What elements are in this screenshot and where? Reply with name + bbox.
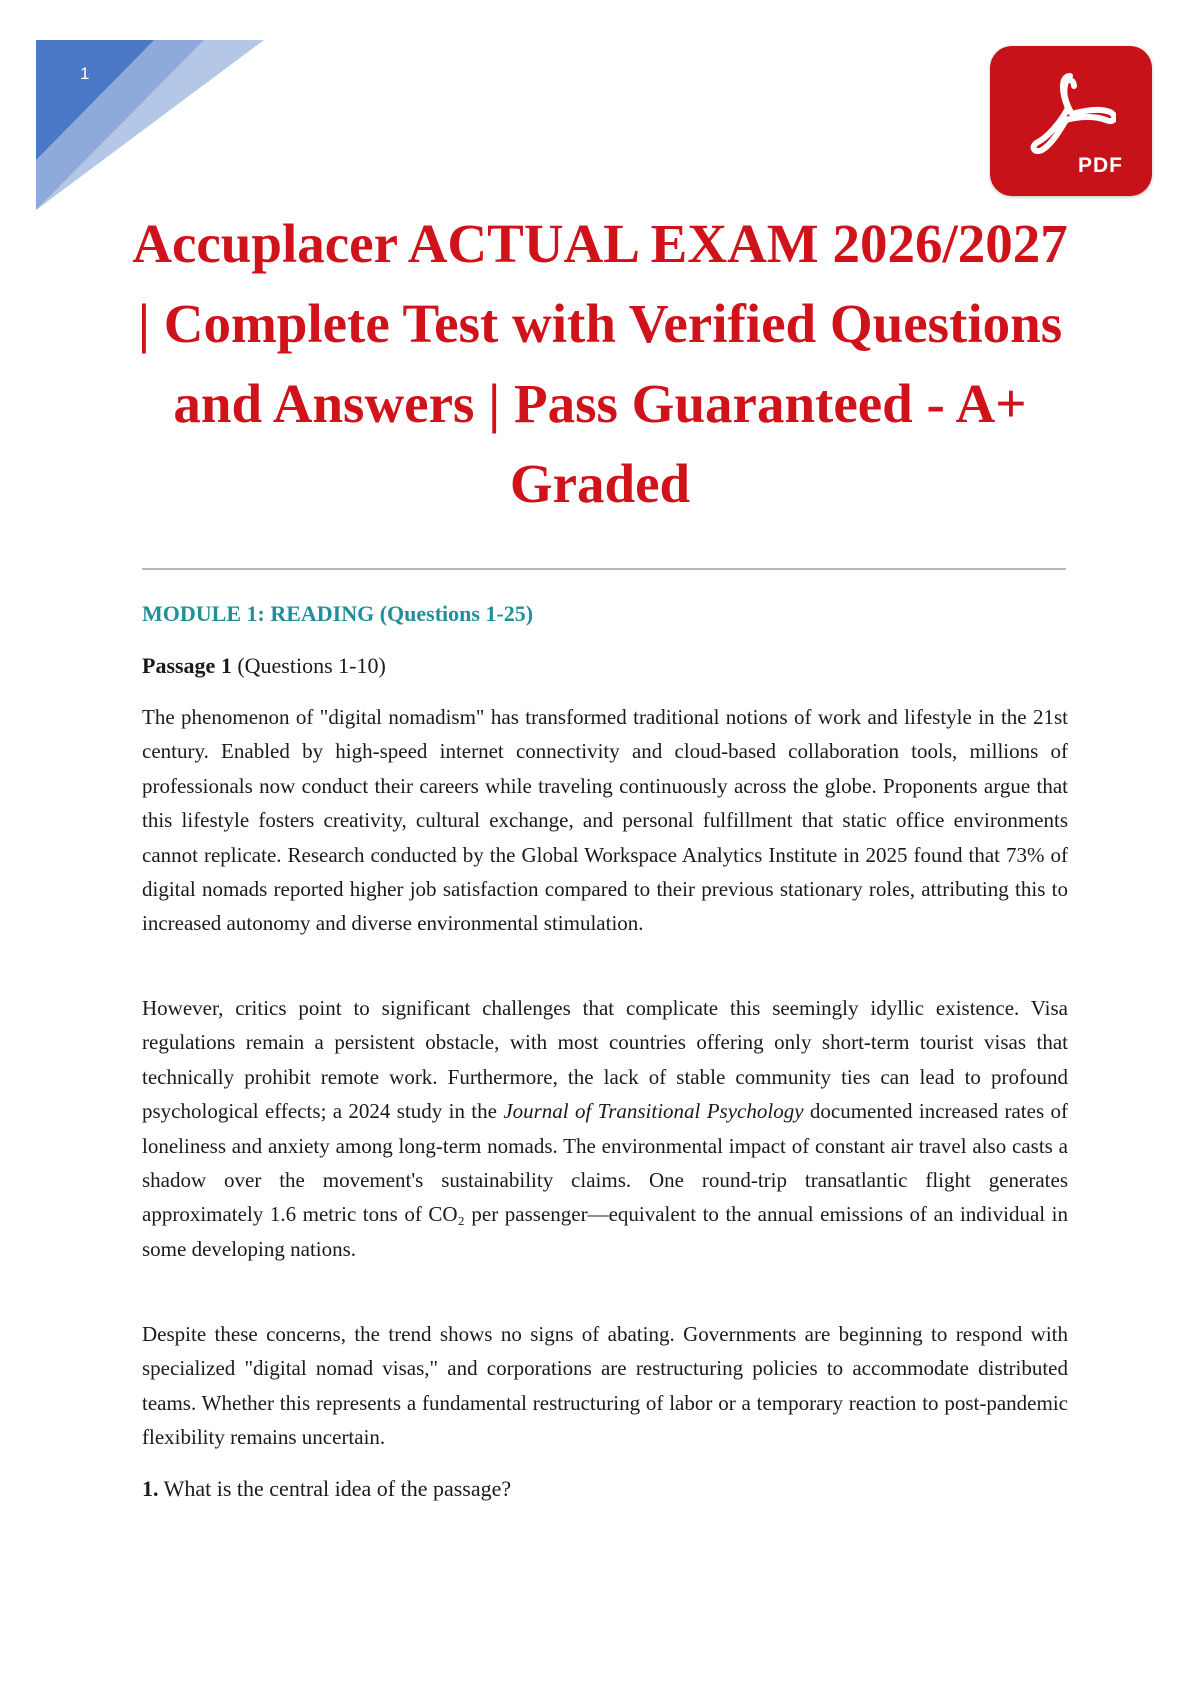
document-title: Accuplacer ACTUAL EXAM 2026/2027 | Complete Test with Verified Questions and Answers | Pass Guaranteed - A+ Graded: [132, 213, 1068, 514]
pdf-label: PDF: [1078, 154, 1123, 177]
passage-paragraph: [142, 991, 1068, 1266]
paragraph-text: documented increased rates of loneliness and anxiety among long-term nomads. The environmental impact of constant air travel also casts a shadow over the movement's sustainability claims. One round-trip transatlantic flight generates approximately 1.6 metric tons of CO₂ per passenger—equivalent to the annual emissions of an individual in some developing nations.: [142, 1099, 1068, 1261]
module-heading: MODULE 1: READING (Questions 1-25): [142, 601, 534, 626]
corner-decoration: [36, 40, 264, 210]
acrobat-pdf-icon: [1026, 68, 1116, 154]
page-number: 1: [80, 64, 90, 83]
passage-paragraph: The phenomenon of "digital nomadism" has transformed traditional notions of work and lifestyle in the 21st century. Enabled by high-speed internet connectivity and cloud-based collaboration tools, millions of professionals now conduct their careers while traveling continuously across the globe. Proponents argue that this lifestyle fosters creativity, cultural exchange, and personal fulfillment that static office environments cannot replicate. Research conducted by the Global Workspace Analytics Institute in 2025 found that 73% of digital nomads reported higher job satisfaction compared to their previous stationary roles, attributing this to increased autonomy and diverse environmental stimulation.: [142, 705, 1068, 936]
passage-paragraph: Despite these concerns, the trend shows no signs of abating. Governments are beginning to respond with specialized "digital nomad visas," and corporations are restructuring policies to accommodate distributed teams. Whether this represents a fundamental restructuring of labor or a temporary reaction to post-pandemic flexibility remains uncertain.: [142, 1322, 1068, 1450]
passage-title: Passage 1: [142, 653, 232, 678]
question-1: [142, 1474, 511, 1504]
question-text: What is the central idea of the passage?: [158, 1476, 512, 1501]
passage-question-range: (Questions 1-10): [231, 653, 386, 678]
paragraph-text: However, critics point to significant challenges that complicate this seemingly idyllic existence. Visa regulations remain a persistent obstacle, with most countries offering only short-term tourist visas that technically prohibit remote work. Furthermore, the lack of stable community ties can lead to profound psychological effects; a 2024 study in the: [142, 996, 1068, 1124]
passage-label: [142, 652, 386, 680]
question-number: 1.: [142, 1476, 159, 1501]
pdf-badge: [990, 46, 1152, 196]
journal-name: Journal of Transitional Psychology: [503, 1099, 804, 1124]
divider: [142, 568, 1066, 570]
